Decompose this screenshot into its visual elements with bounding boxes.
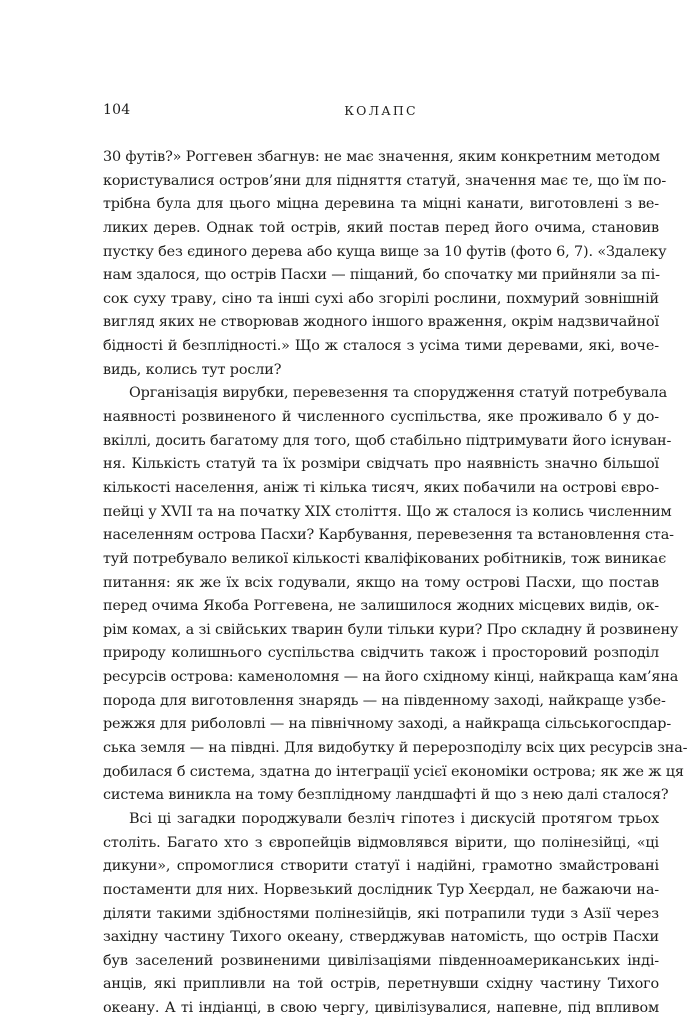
text-line: населенням острова Пасхи? Карбування, перевезення та встановлення ста- bbox=[103, 527, 674, 544]
text-line: природу колишнього суспільства свідчить також і просторовий розподіл bbox=[103, 645, 659, 662]
text-line: ликих дерев. Однак той острів, який постав перед його очима, становив bbox=[103, 219, 659, 236]
text-line: Організація вирубки, перевезення та спорудження статуй потребувала bbox=[129, 385, 668, 402]
text-line: трібна була для цього міцна деревина та міцні канати, виготовлені з ве- bbox=[103, 196, 659, 213]
text-line: діляти такими здібностями полінезійців, які потрапили туди з Азії через bbox=[103, 905, 659, 922]
text-line: видь, колись тут росли? bbox=[103, 361, 282, 378]
text-line: дикуни», спромоглися створити статуї і надійні, грамотно змайстровані bbox=[103, 858, 659, 875]
text-line: ська земля — на півдні. Для видобутку й перерозподілу всіх цих ресурсів зна- bbox=[103, 740, 688, 757]
running-head bbox=[103, 102, 659, 124]
text-line: рім комах, а зі свійських тварин були тільки кури? Про складну й розвинену bbox=[103, 621, 679, 638]
text-line: століть. Багато хто з європейців відмовлявся вірити, що полінезійці, «ці bbox=[103, 834, 659, 851]
text-line: західну частину Тихого океану, стверджував натомість, що острів Пасхи bbox=[103, 929, 659, 946]
book-title: КОЛАПС bbox=[344, 103, 418, 118]
text-line: ня. Кількість статуй та їх розміри свідчать про наявність значно більшої bbox=[103, 456, 659, 473]
text-line: вигляд яких не створював жодного іншого враження, окрім надзвичайної bbox=[103, 314, 659, 331]
text-line: туй потребувало великої кількості кваліфікованих робітників, тож виникає bbox=[103, 550, 667, 567]
text-line: порода для виготовлення знарядь — на південному заході, найкраще узбе- bbox=[103, 692, 666, 709]
text-line: система виникла на тому безплідному ландшафті й що з нею далі сталося? bbox=[103, 787, 669, 804]
text-line: океану. А ті індіанці, в свою чергу, цивілізувалися, напевне, під впливом bbox=[103, 1000, 659, 1017]
text-line: 30 футів?» Роггевен збагнув: не має значення, яким конкретним методом bbox=[103, 149, 660, 165]
text-line: наявності розвиненого й численного суспільства, яке проживало б у до- bbox=[103, 409, 659, 426]
text-line: питання: як же їх всіх годували, якщо на тому острові Пасхи, що постав bbox=[103, 574, 659, 591]
text-line: постаменти для них. Норвезький дослідник Тур Хеєрдал, не бажаючи на- bbox=[103, 881, 659, 898]
body-text bbox=[103, 146, 688, 1021]
text-line: перед очима Якоба Роггевена, не залишилося жодних місцевих видів, ок- bbox=[103, 598, 659, 615]
page-number: 104 bbox=[103, 102, 131, 118]
text-line: користувалися остров’яни для підняття статуй, значення має те, що їм по- bbox=[103, 172, 667, 189]
text-line: пейці у XVII та на початку XIX століття. Що ж сталося із колись численним bbox=[103, 503, 672, 520]
text-line: ресурсів острова: каменоломня — на його східному кінці, найкраща кам’яна bbox=[103, 669, 679, 686]
paragraph bbox=[103, 382, 688, 808]
text-line: нам здалося, що острів Пасхи — піщаний, бо спочатку ми прийняли за пі- bbox=[103, 267, 660, 284]
text-line: режжя для риболовлі — на північному заході, а найкраща сільськогоспдар- bbox=[103, 716, 672, 733]
paragraph bbox=[103, 808, 659, 1021]
text-line: вкіллі, досить багатому для того, щоб стабільно підтримувати його існуван- bbox=[103, 432, 672, 449]
paragraph bbox=[103, 146, 667, 382]
text-line: кількості населення, аніж ті кілька тисяч, яких побачили на острові євро- bbox=[103, 479, 659, 496]
text-line: добилася б система, здатна до інтеграції усієї економіки острова; як же ж ця bbox=[103, 763, 684, 780]
text-line: був заселений розвиненими цивілізаціями південноамериканських інді- bbox=[103, 952, 659, 969]
text-line: Всі ці загадки породжували безліч гіпотез і дискусій протягом трьох bbox=[129, 810, 659, 827]
text-line: сок суху траву, сіно та інші сухі або згорілі рослини, похмурий зовнішній bbox=[103, 290, 659, 307]
text-line: анців, які припливли на той острів, перетнувши східну частину Тихого bbox=[103, 976, 659, 993]
text-line: пустку без єдиного дерева або куща вище за 10 футів (фото 6, 7). «Здалеку bbox=[103, 243, 667, 260]
text-line: бідності й безплідності.» Що ж сталося з усіма тими деревами, які, воче- bbox=[103, 338, 659, 355]
